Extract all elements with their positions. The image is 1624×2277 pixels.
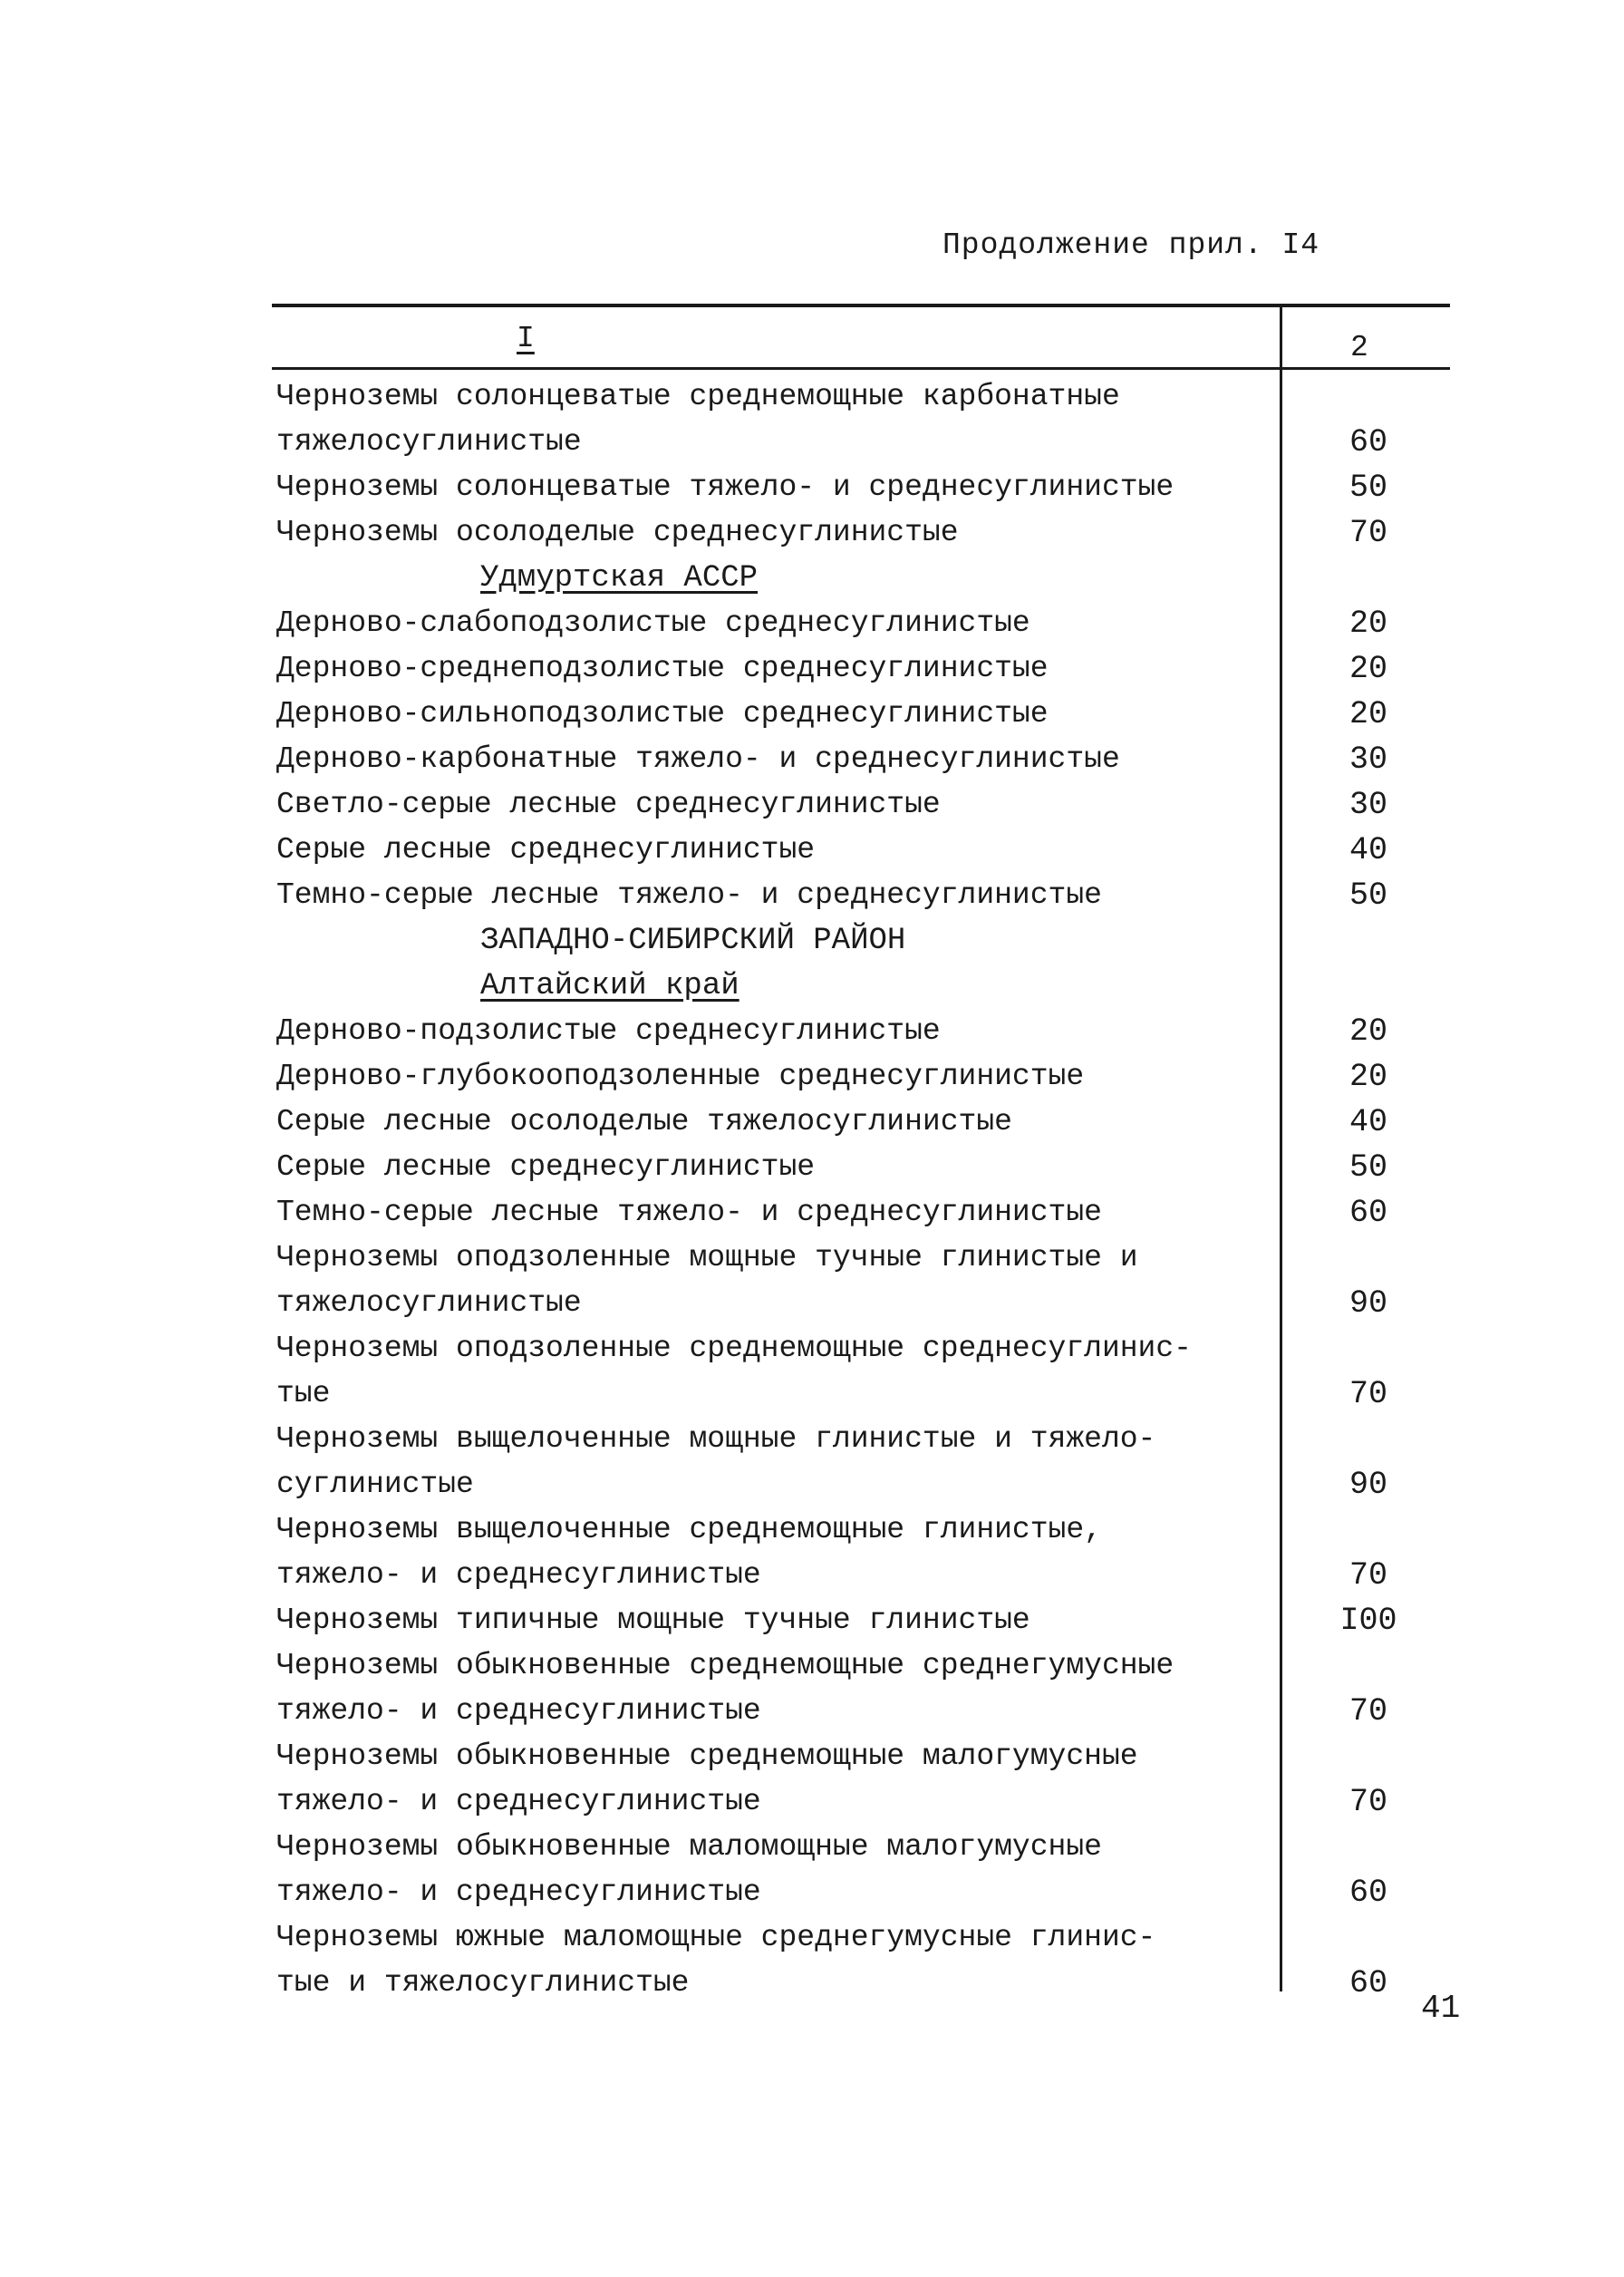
- soil-type: Серые лесные осолоделые тяжелосуглинистые: [276, 1105, 1012, 1138]
- table-row: [272, 1417, 1450, 1507]
- soil-value: 40: [1348, 1104, 1387, 1140]
- soil-type: Серые лесные среднесуглинистые: [276, 833, 816, 867]
- section-heading-text: Алтайский край: [480, 969, 740, 1003]
- soil-type: Черноземы оподзоленные мощные тучные глинистые и тяжелосуглинистые: [276, 1241, 1138, 1320]
- section-heading: [272, 964, 1450, 1009]
- table-body: [272, 374, 1450, 2006]
- table-row: [272, 510, 1450, 556]
- soil-type: Дерново-карбонатные тяжело- и среднесуглинистые: [276, 742, 1120, 776]
- soil-value: 30: [1348, 787, 1387, 823]
- table-row: [272, 1915, 1450, 2006]
- soil-value: 60: [1348, 1195, 1387, 1231]
- table-row: [272, 782, 1450, 828]
- soil-value: 50: [1348, 1149, 1387, 1186]
- soil-type: Дерново-сильноподзолистые среднесуглинистые: [276, 697, 1049, 731]
- soil-type: Черноземы южные маломощные среднегумусные глинис- тые и тяжелосуглинистые: [276, 1921, 1156, 2000]
- column-header-2: 2: [1350, 331, 1368, 364]
- soil-type: Темно-серые лесные тяжело- и среднесуглинистые: [276, 1196, 1102, 1229]
- table-top-rule: [272, 304, 1450, 307]
- section-heading-text: ЗАПАДНО-СИБИРСКИЙ РАЙОН: [480, 924, 906, 958]
- soil-type: Дерново-среднеподзолистые среднесуглинистые: [276, 652, 1049, 685]
- table-row: [272, 1190, 1450, 1235]
- table-row: [272, 873, 1450, 918]
- section-heading-text: Удмуртская АССР: [480, 561, 759, 596]
- soil-type: Черноземы выщелоченные мощные глинистые и тяжело- суглинистые: [276, 1422, 1156, 1501]
- table-row: [272, 692, 1450, 737]
- soil-table: [272, 304, 1450, 2003]
- soil-type: Дерново-подзолистые среднесуглинистые: [276, 1014, 941, 1048]
- soil-type: Черноземы осолоделые среднесуглинистые: [276, 516, 959, 549]
- table-header-rule: [272, 367, 1450, 370]
- soil-value: 70: [1348, 1557, 1387, 1594]
- soil-type: Черноземы обыкновенные маломощные малогумусные тяжело- и среднесуглинистые: [276, 1830, 1102, 1909]
- table-row: [272, 737, 1450, 782]
- table-row: [272, 1734, 1450, 1825]
- soil-type: Черноземы оподзоленные среднемощные среднесуглинис- тые: [276, 1332, 1192, 1410]
- soil-value: 50: [1348, 470, 1387, 506]
- soil-value: 70: [1348, 1376, 1387, 1412]
- soil-type: Дерново-глубокооподзоленные среднесуглинистые: [276, 1060, 1085, 1093]
- table-row: [272, 374, 1450, 465]
- soil-type: Черноземы выщелоченные среднемощные глинистые, тяжело- и среднесуглинистые: [276, 1513, 1102, 1592]
- section-heading: [272, 918, 1450, 964]
- page-header: Продолжение прил. I4: [942, 228, 1320, 262]
- soil-type: Темно-серые лесные тяжело- и среднесуглинистые: [276, 878, 1102, 912]
- soil-type: Черноземы солонцеватые тяжело- и среднесуглинистые: [276, 470, 1174, 504]
- soil-value: 20: [1348, 606, 1387, 642]
- table-row: [272, 1507, 1450, 1598]
- table-row: [272, 646, 1450, 692]
- soil-type: Черноземы типичные мощные тучные глинистые: [276, 1604, 1030, 1637]
- soil-value: 90: [1348, 1285, 1387, 1322]
- soil-value: 20: [1348, 651, 1387, 687]
- soil-value: 60: [1348, 1875, 1387, 1911]
- soil-value: 20: [1348, 1013, 1387, 1050]
- soil-type: Дерново-слабоподзолистые среднесуглинистые: [276, 606, 1030, 640]
- table-row: [272, 1009, 1450, 1054]
- soil-value: 20: [1348, 1059, 1387, 1095]
- soil-type: Серые лесные среднесуглинистые: [276, 1150, 816, 1184]
- table-row: [272, 601, 1450, 646]
- soil-type: Черноземы солонцеватые среднемощные карбонатные тяжелосуглинистые: [276, 380, 1120, 459]
- table-row: [272, 1825, 1450, 1915]
- soil-value: 70: [1348, 1693, 1387, 1730]
- soil-value: 50: [1348, 877, 1387, 914]
- soil-value: 30: [1348, 741, 1387, 778]
- table-row: [272, 1100, 1450, 1145]
- table-row: [272, 465, 1450, 510]
- table-row: [272, 1326, 1450, 1417]
- soil-value: 40: [1348, 832, 1387, 868]
- section-heading: [272, 556, 1450, 601]
- table-row: [272, 1643, 1450, 1734]
- table-row: [272, 1054, 1450, 1100]
- soil-type: Черноземы обыкновенные среднемощные малогумусные тяжело- и среднесуглинистые: [276, 1739, 1138, 1818]
- soil-value: 60: [1348, 424, 1387, 460]
- table-row: [272, 1145, 1450, 1190]
- table-row: [272, 1598, 1450, 1643]
- soil-value: 60: [1348, 1965, 1387, 2001]
- table-row: [272, 828, 1450, 873]
- column-header-1: I: [517, 322, 535, 355]
- soil-type: Светло-серые лесные среднесуглинистые: [276, 788, 941, 821]
- soil-value: 90: [1348, 1467, 1387, 1503]
- soil-value: 70: [1348, 515, 1387, 551]
- page-number: 41: [1421, 1990, 1461, 2027]
- soil-type: Черноземы обыкновенные среднемощные среднегумусные тяжело- и среднесуглинистые: [276, 1649, 1174, 1728]
- soil-value: I00: [1339, 1603, 1397, 1639]
- soil-value: 70: [1348, 1784, 1387, 1820]
- table-row: [272, 1235, 1450, 1326]
- soil-value: 20: [1348, 696, 1387, 732]
